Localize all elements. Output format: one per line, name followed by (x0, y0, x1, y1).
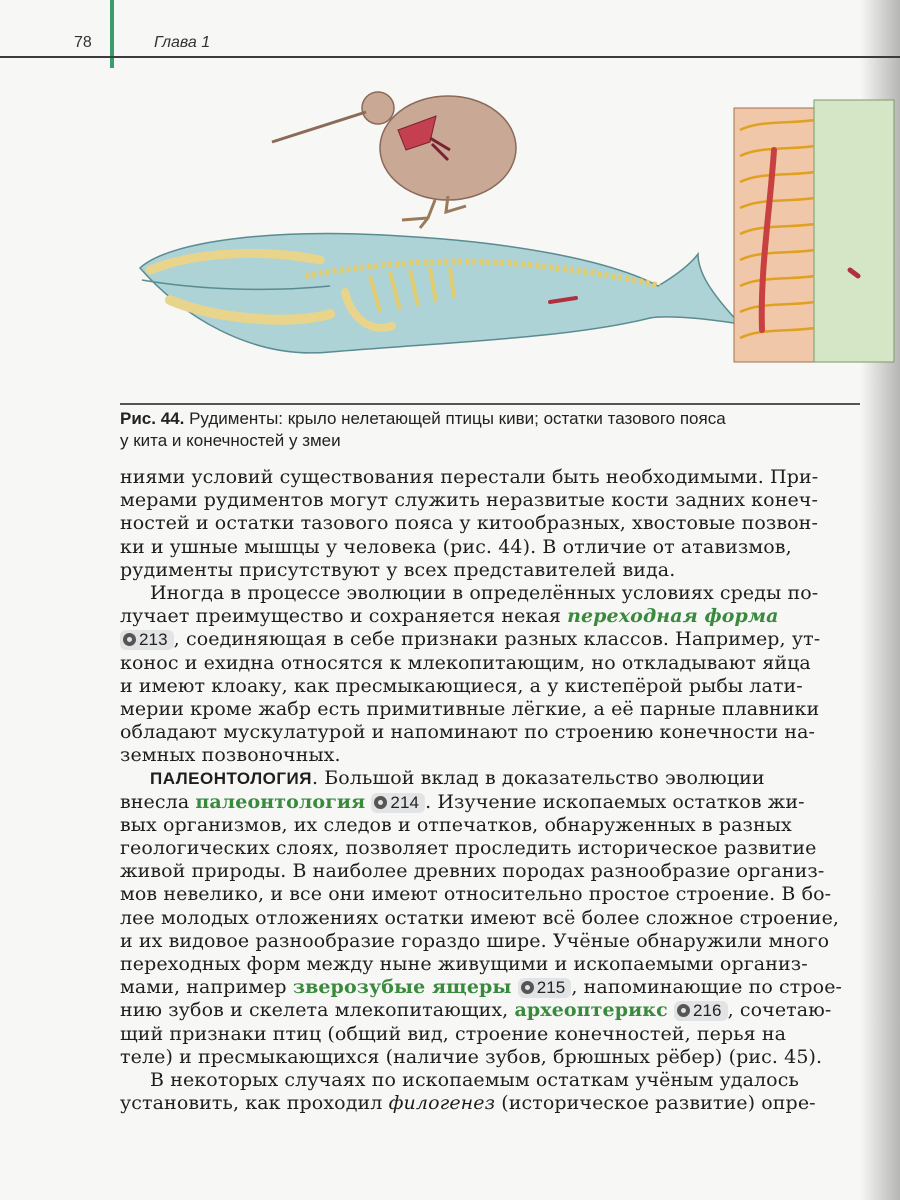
text-span: мами, например (120, 976, 287, 999)
ref-badge-214[interactable] (371, 793, 425, 813)
text-line: вых организмов, их следов и отпечатков, обнаруженных в разных (120, 813, 792, 836)
text-span: , напоминающие по строе- (571, 976, 843, 999)
text-line: ностей и остатки тазового пояса у китообразных, хвостовые позвон- (120, 512, 818, 535)
text-span: установить, как проходил (120, 1092, 383, 1115)
term-phylogenesis: филогенез (388, 1092, 496, 1115)
term-paleontology: палеонтология (195, 790, 366, 813)
text-line: мов невелико, и все они имеют относительно простое строение. В бо- (120, 883, 832, 906)
text-span: . Изучение ископаемых остатков жи- (425, 790, 805, 813)
text-line: рудименты присутствуют у всех представителей вида. (120, 558, 676, 581)
text-line: В некоторых случаях по ископаемым остаткам учёным удалось (150, 1068, 799, 1091)
ref-number: 216 (692, 1001, 722, 1021)
term-theriodonts: зверозубые ящеры (292, 976, 512, 999)
text-line (120, 1092, 890, 1115)
body-text (120, 466, 890, 1115)
text-line: геологических слоях, позволяет проследить историческое развитие (120, 837, 817, 859)
text-line (120, 976, 890, 999)
text-line: лее молодых отложениях остатки имеют всё более сложное строение, (120, 906, 840, 929)
ref-badge-216[interactable] (674, 1001, 728, 1021)
text-span: лучает преимущество и сохраняется некая (120, 605, 561, 628)
section-heading-paleontology: ПАЛЕОНТОЛОГИЯ (150, 769, 312, 789)
caption-line-1: Рудименты: крыло нелетающей птицы киви; остатки тазового пояса (189, 409, 726, 428)
text-line: конос и ехидна относятся к млекопитающим, но откладывают яйца (120, 651, 811, 674)
disc-icon (123, 633, 136, 646)
text-line: и имеют клоаку, как пресмыкающиеся, а у кистепёрой рыбы лати- (120, 674, 803, 697)
text-line: ки и ушные мышцы у человека (рис. 44). В отличие от атавизмов, (120, 535, 792, 558)
text-span: внесла (120, 790, 190, 813)
text-line: мерами рудиментов могут служить неразвитые кости задних конеч- (120, 489, 818, 512)
text-line: щий признаки птиц (общий вид, строение конечностей, перья на (120, 1022, 787, 1045)
text-line: переходных форм между ныне живущими и ископаемыми организ- (120, 952, 808, 975)
whale-illustration (140, 234, 740, 353)
text-line: обладают мускулатурой и напоминают по строению конечности на- (120, 721, 816, 744)
text-line: и их видовое разнообразие гораздо шире. Учёные обнаружили много (120, 929, 830, 952)
rudiments-illustration (130, 80, 900, 400)
figure-label: Рис. 44. (120, 409, 185, 428)
text-line (120, 999, 890, 1022)
text-span: , сочетаю- (727, 999, 832, 1022)
term-archaeopteryx: археоптерикс (514, 999, 668, 1022)
ref-badge-213[interactable] (120, 630, 174, 650)
disc-icon (677, 1004, 690, 1017)
ref-badge-215[interactable] (518, 978, 572, 998)
text-line: ниями условий существования перестали быть необходимыми. При- (120, 466, 819, 488)
ref-number: 214 (390, 792, 420, 812)
text-span: . Большой вклад в доказательство эволюции (311, 767, 765, 790)
term-transitional-form: переходная форма (567, 605, 779, 628)
caption-rule (120, 403, 860, 405)
text-span: (историческое развитие) опре- (501, 1092, 816, 1115)
text-line: Иногда в процессе эволюции в определённых условиях среды по- (150, 581, 819, 604)
disc-icon (521, 981, 534, 994)
figure-caption (120, 408, 860, 452)
text-line (120, 628, 890, 651)
text-span: нию зубов и скелета млекопитающих, (120, 999, 509, 1022)
disc-icon (374, 796, 387, 809)
text-line (120, 791, 890, 814)
snake-illustration (734, 100, 894, 362)
ref-number: 213 (139, 630, 168, 650)
text-line: земных позвоночных. (120, 744, 341, 767)
text-span: , соединяющая в себе признаки разных классов. Например, ут- (173, 628, 821, 651)
text-line (120, 767, 890, 790)
figure-44 (130, 80, 900, 400)
caption-line-2: у кита и конечностей у змеи (120, 431, 341, 450)
text-line: живой природы. В наиболее древних породах разнообразие организ- (120, 860, 825, 883)
text-line: теле) и пресмыкающихся (наличие зубов, брюшных рёбер) (рис. 45). (120, 1045, 823, 1068)
chapter-label: Глава 1 (154, 34, 211, 51)
page-number: 78 (74, 34, 92, 51)
text-line: мерии кроме жабр есть примитивные лёгкие, а её парные плавники (120, 697, 820, 720)
text-line (120, 605, 890, 628)
kiwi-illustration (272, 92, 516, 228)
header-rule (0, 56, 900, 58)
ref-number: 215 (536, 978, 566, 998)
